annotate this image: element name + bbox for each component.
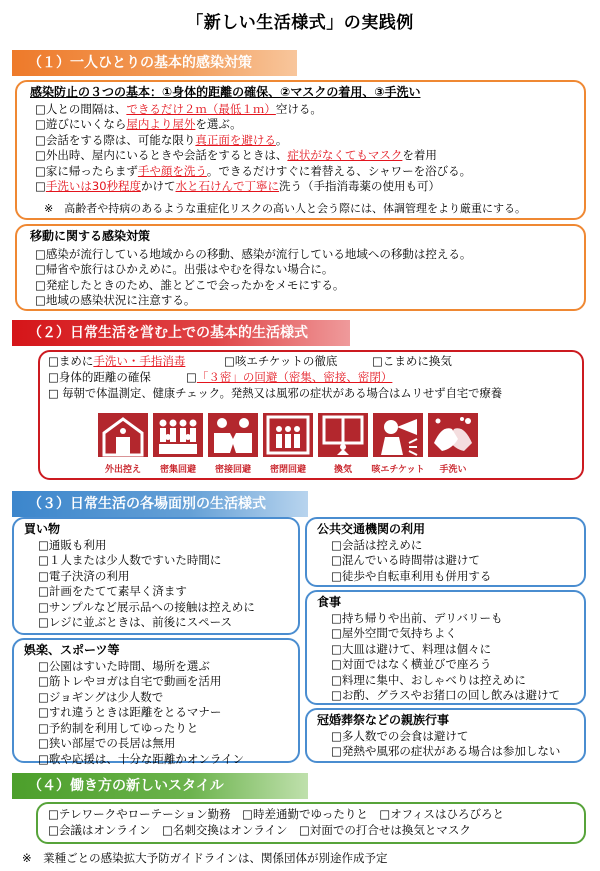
leisure-item: □すれ違うときは距離をとるマナー [38, 705, 222, 719]
section1-header: （１）一人ひとりの基本的感染対策 [12, 50, 297, 76]
cough-etiquette-icon [373, 413, 423, 457]
basics-item-3: □会話をする際は、可能な限り真正面を避ける。 [35, 132, 288, 147]
closed-space-icon [263, 413, 313, 457]
meals-box [305, 590, 586, 705]
basics-item-2: □遊びにいくなら屋内より屋外を選ぶ。 [35, 117, 242, 131]
icon-label-2: 密集回避 [159, 465, 196, 475]
ceremony-title: 冠婚葬祭などの親族行事 [317, 713, 450, 727]
basics-item-4: □外出時、屋内にいるときや会話をするときは、症状がなくてもマスクを着用 [35, 148, 437, 162]
leisure-box [12, 638, 300, 766]
transit-box [305, 517, 586, 587]
handwash-icon [428, 413, 478, 457]
daily-row-2: □身体的距離の確保 □「３密」の回避（密集、密接、密閉） [48, 370, 393, 384]
transit-title: 公共交通機関の利用 [317, 522, 426, 536]
work-style-box [36, 802, 586, 844]
movement-item-1: □感染が流行している地域からの移動、感染が流行している地域への移動は控える。 [35, 246, 472, 261]
leisure-item: □歌や応援は、十分な距離かオンライン [38, 751, 245, 766]
shopping-title: 買い物 [24, 522, 61, 536]
section2-header: （２）日常生活を営む上での基本的生活様式 [12, 320, 350, 346]
footer-note: ※ 業種ごとの感染拡大予防ガイドラインは、関係団体が別途作成予定 [22, 851, 388, 865]
leisure-item: □予約制を利用してゆったりと [38, 720, 199, 735]
meals-item: □料理に集中、おしゃべりは控えめに [331, 672, 526, 687]
movement-item-2: □帰省や旅行はひかえめに。出張はやむを得ない場合に。 [35, 262, 334, 276]
page-title: 「新しい生活様式」の実践例 [186, 13, 414, 33]
transit-item: □混んでいる時間帯は避けて [331, 553, 480, 567]
movement-item-3: □発症したときのため、誰とどこで会ったかをメモにする。 [35, 277, 345, 292]
work-row-1: □テレワークやローテーション勤務 □時差通勤でゆったりと □オフィスはひろびろと [48, 807, 505, 821]
shopping-item: □通販も利用 [38, 537, 107, 552]
meals-item: □お酌、グラスやお猪口の回し飲みは避けて [331, 688, 561, 702]
leisure-title: 娯楽、スポーツ等 [24, 643, 120, 657]
basic-measures-box [15, 80, 586, 220]
work-row-2: □会議はオンライン □名刺交換はオンライン □対面での打合せは換気とマスク [48, 822, 471, 837]
section3-header: （３）日常生活の各場面別の生活様式 [12, 491, 308, 517]
icon-label-5: 換気 [333, 465, 352, 475]
ceremony-item: □発熱や風邪の症状がある場合は参加しない [331, 744, 561, 758]
transit-item: □会話は控えめに [331, 537, 423, 552]
icon-label-1: 外出控え [104, 465, 141, 475]
meals-item: □屋外空間で気持ちよく [331, 626, 457, 640]
basics-note: ※ 高齢者や持病のあるような重症化リスクの高い人と会う際には、体調管理をより厳重にする。 [44, 201, 526, 215]
movement-box [15, 224, 586, 311]
ceremony-box [305, 708, 586, 763]
go-out-icon [98, 413, 148, 457]
shopping-item: □１人または少人数ですいた時間に [38, 553, 222, 567]
icon-label-7: 手洗い [439, 465, 467, 475]
leisure-item: □ジョギングは少人数で [38, 689, 164, 704]
shopping-item: □計画をたてて素早く済ます [38, 584, 187, 598]
meals-title: 食事 [317, 595, 342, 609]
basics-item-5: □家に帰ったらまず手や顔を洗う。できるだけすぐに着替える、シャワーを浴びる。 [35, 163, 472, 178]
meals-item: □持ち帰りや出前、デリバリーも [331, 610, 503, 625]
icon-label-6: 咳エチケット [371, 465, 425, 475]
basics-item-6: □手洗いは30秒程度かけて水と石けんで丁寧に洗う（手指消毒薬の使用も可） [35, 179, 441, 193]
ventilation-icon [318, 413, 368, 457]
meals-item: □対面ではなく横並びで座ろう [331, 657, 492, 671]
shopping-item: □サンプルなど展示品への接触は控えめに [38, 599, 255, 614]
basics-item-1: □人との間隔は、できるだけ２ｍ（最低１ｍ）空ける。 [35, 101, 322, 116]
icon-label-3: 密接回避 [214, 465, 251, 475]
shopping-item: □レジに並ぶときは、前後にスペース [38, 615, 233, 629]
leisure-item: □狭い部屋での長居は無用 [38, 736, 176, 750]
daily-row-1: □まめに手洗い・手指消毒 □咳エチケットの徹底 □こまめに換気 [48, 354, 452, 368]
crowd-icon [153, 413, 203, 457]
daily-row-3: □ 毎朝で体温測定、健康チェック。発熱又は風邪の症状がある場合はムリせず自宅で療養 [48, 387, 503, 400]
transit-item: □徒歩や自転車利用も併用する [331, 568, 492, 583]
leisure-item: □公園はすいた時間、場所を選ぶ [38, 658, 210, 673]
shopping-item: □電子決済の利用 [38, 568, 130, 583]
ceremony-item: □多人数での会食は避けて [331, 728, 469, 743]
icon-label-4: 密閉回避 [269, 465, 306, 475]
leisure-item: □筋トレやヨガは自宅で動画を活用 [38, 674, 222, 688]
movement-title: 移動に関する感染対策 [30, 229, 151, 243]
section4-header: （４）働き方の新しいスタイル [12, 773, 308, 799]
movement-item-4: □地域の感染状況に注意する。 [35, 293, 196, 307]
meals-item: □大皿は避けて、料理は個々に [331, 641, 492, 656]
close-contact-icon [208, 413, 258, 457]
shopping-box [12, 517, 300, 635]
basics-title: 感染防止の３つの基本：①身体的距離の確保、②マスクの着用、③手洗い [30, 85, 421, 99]
